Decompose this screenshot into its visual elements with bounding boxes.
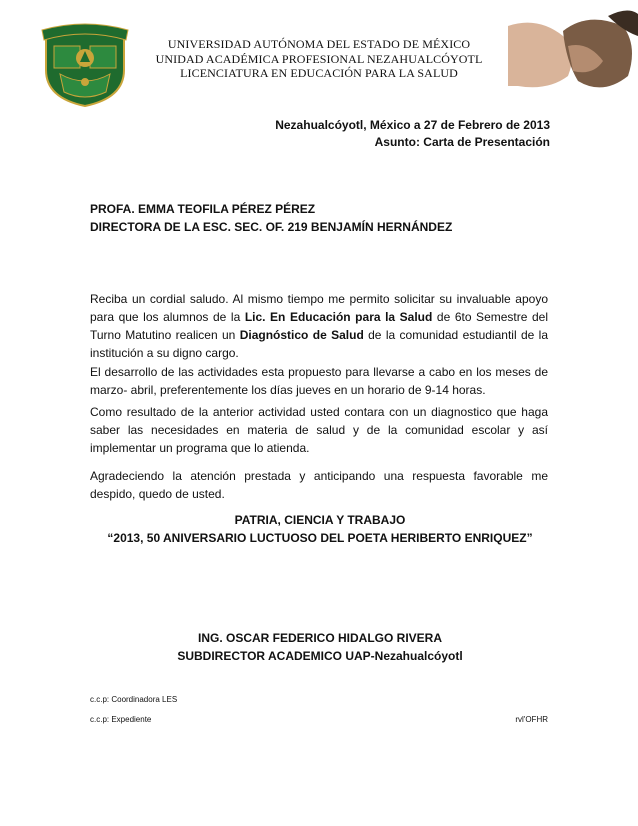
recipient-name: PROFA. EMMA TEOFILA PÉREZ PÉREZ bbox=[90, 202, 316, 216]
body-paragraph-3: Como resultado de la anterior actividad usted contara con un diagnostico que haga saber las necesidades en materia de salud y de la comunidad escolar y así implementar un programa que lo atienda. bbox=[90, 405, 548, 455]
body-paragraph-4: Agradeciendo la atención prestada y anticipando una respuesta favorable me despido, quedo de usted. bbox=[90, 469, 548, 501]
ccp-file: c.c.p: Expediente bbox=[90, 715, 152, 724]
motto-line-2: “2013, 50 ANIVERSARIO LUCTUOSO DEL POETA HERIBERTO ENRIQUEZ” bbox=[107, 531, 533, 545]
p1-text-c: de 6to Semestre del Turno Matutino realicen un bbox=[90, 310, 548, 342]
letterhead-program: LICENCIATURA EN EDUCACIÓN PARA LA SALUD bbox=[180, 66, 458, 80]
subject-line: Asunto: Carta de Presentación bbox=[374, 135, 550, 149]
hands-photo bbox=[508, 6, 638, 98]
p1-text-a: Reciba un cordial saludo. Al mismo tiempo me permito solicitar su invaluable apoyo para que los alumnos de la bbox=[90, 292, 548, 324]
body-paragraph-2: El desarrollo de las actividades esta propuesto para llevarse a cabo en los meses de marzo- abril, preferentemente los días jueves en un horario de 9-14 horas. bbox=[90, 365, 548, 397]
motto-line-1: PATRIA, CIENCIA Y TRABAJO bbox=[234, 513, 406, 527]
p1-diagnostic-term: Diagnóstico de Salud bbox=[239, 328, 364, 342]
ccp-coordinator: c.c.p: Coordinadora LES bbox=[90, 695, 178, 704]
body-paragraph-1 bbox=[90, 290, 548, 362]
university-seal-logo bbox=[40, 18, 130, 108]
p1-program-name: Lic. En Educación para la Salud bbox=[244, 310, 433, 324]
place-date: Nezahualcóyotl, México a 27 de Febrero de 2013 bbox=[275, 118, 550, 132]
reference-initials: rvl'OFHR bbox=[515, 715, 548, 724]
letterhead bbox=[150, 37, 488, 81]
signatory-title: SUBDIRECTOR ACADEMICO UAP-Nezahualcóyotl bbox=[177, 649, 463, 663]
letterhead-university: UNIVERSIDAD AUTÓNOMA DEL ESTADO DE MÉXICO bbox=[167, 37, 471, 51]
p1-text-e: de la comunidad estudiantil de la institución a su digno cargo. bbox=[90, 328, 549, 360]
recipient-position: DIRECTORA DE LA ESC. SEC. OF. 219 BENJAMÍN HERNÁNDEZ bbox=[90, 220, 453, 234]
signatory-name: ING. OSCAR FEDERICO HIDALGO RIVERA bbox=[197, 631, 442, 645]
letterhead-unit: UNIDAD ACADÉMICA PROFESIONAL NEZAHUALCÓYOTL bbox=[155, 51, 483, 66]
